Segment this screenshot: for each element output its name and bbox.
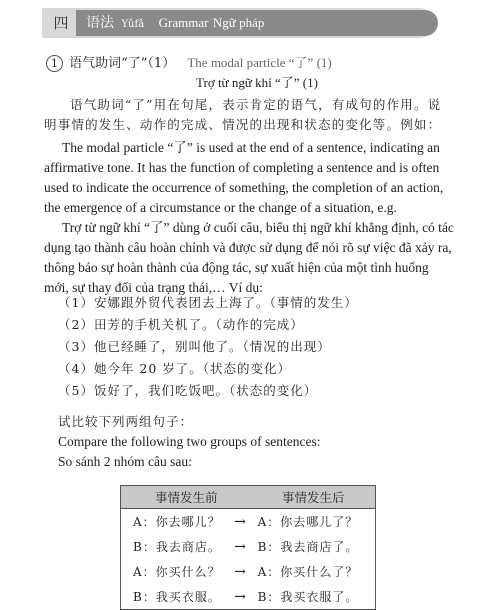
table-row <box>121 559 376 584</box>
table-cell-before: B：我买衣服。 <box>133 590 221 604</box>
comparison-table <box>120 485 376 610</box>
table-cell-after: A：你去哪儿了？ <box>257 515 359 529</box>
arrow-icon: → <box>234 588 247 605</box>
arrow-icon: → <box>234 538 247 555</box>
compare-instructions <box>58 412 320 472</box>
header-title-bar <box>76 10 438 36</box>
table-header-row <box>121 486 376 509</box>
section-header <box>42 8 434 38</box>
subsection-title-en: The modal particle “了” (1) <box>187 55 332 70</box>
table-row <box>121 509 376 535</box>
header-title-zh: 语法 <box>86 15 114 31</box>
header-number: 四 <box>53 14 69 32</box>
subsection-number: 1 <box>46 55 63 72</box>
arrow-icon: → <box>234 513 247 530</box>
compare-zh: 试比较下列两组句子： <box>58 414 194 429</box>
table-header-before: 事情发生前 <box>121 486 252 509</box>
subsection-title <box>46 52 332 72</box>
example-item: （3）他已经睡了，别叫他了。（情况的出现） <box>58 339 331 354</box>
paragraph-zh: 语气助词“了”用在句尾，表示肯定的语气，有成句的作用。说明事情的发生、动作的完成、情况的出现和状态的变化等。例如： <box>44 97 442 132</box>
table-row <box>121 584 376 610</box>
subsection-title-vi: Trợ từ ngữ khí “了” (1) <box>196 75 318 90</box>
table-header-after: 事情发生后 <box>252 486 376 509</box>
table-row <box>121 534 376 559</box>
table-cell-after: B：我买衣服了。 <box>257 590 359 604</box>
paragraph-en: The modal particle “了” is used at the end of a sentence, indicating an affirmative tone. It has the function of completing a sentence and is often used to indicate the occurrence of something, the completion of an action, the emergence of a circumstance or the change of a situation, e.g. <box>44 140 444 215</box>
example-item: （2）田芳的手机关机了。（动作的完成） <box>58 317 304 332</box>
table-cell-before: A：你去哪儿？ <box>133 515 221 529</box>
table-cell-before: A：你买什么？ <box>133 565 221 579</box>
arrow-icon: → <box>234 563 247 580</box>
example-item: （5）饭好了，我们吃饭吧。（状态的变化） <box>58 383 318 398</box>
paragraph-vi: Trợ từ ngữ khí “了” dùng ở cuối câu, biểu thị ngữ khí khẳng định, có tác dụng tạo thành câu hoàn chỉnh và được sử dụng để nói rõ sự việc đã xảy ra, thông báo sự hoàn thành của động tác, sự xuất hiện của một tình huống mới, sự thay đổi của trạng thái,… Ví dụ: <box>44 220 454 295</box>
table-cell-after: A：你买什么了？ <box>257 565 359 579</box>
table-cell-after: B：我去商店了。 <box>257 540 359 554</box>
header-title-en: Grammar <box>158 15 209 30</box>
subsection-title-zh: 语气助词“了”（1） <box>69 56 176 71</box>
example-list <box>58 292 458 402</box>
compare-vi: So sánh 2 nhóm câu sau: <box>58 454 192 469</box>
compare-en: Compare the following two groups of sentences: <box>58 434 321 449</box>
header-title-pinyin: Yǔfǎ <box>121 19 145 30</box>
example-item: （1）安娜跟外贸代表团去上海了。（事情的发生） <box>58 295 358 310</box>
example-item: （4）她今年 20 岁了。（状态的变化） <box>58 361 292 376</box>
header-title-vi: Ngữ pháp <box>212 15 265 30</box>
table-cell-before: B：我去商店。 <box>133 540 221 554</box>
